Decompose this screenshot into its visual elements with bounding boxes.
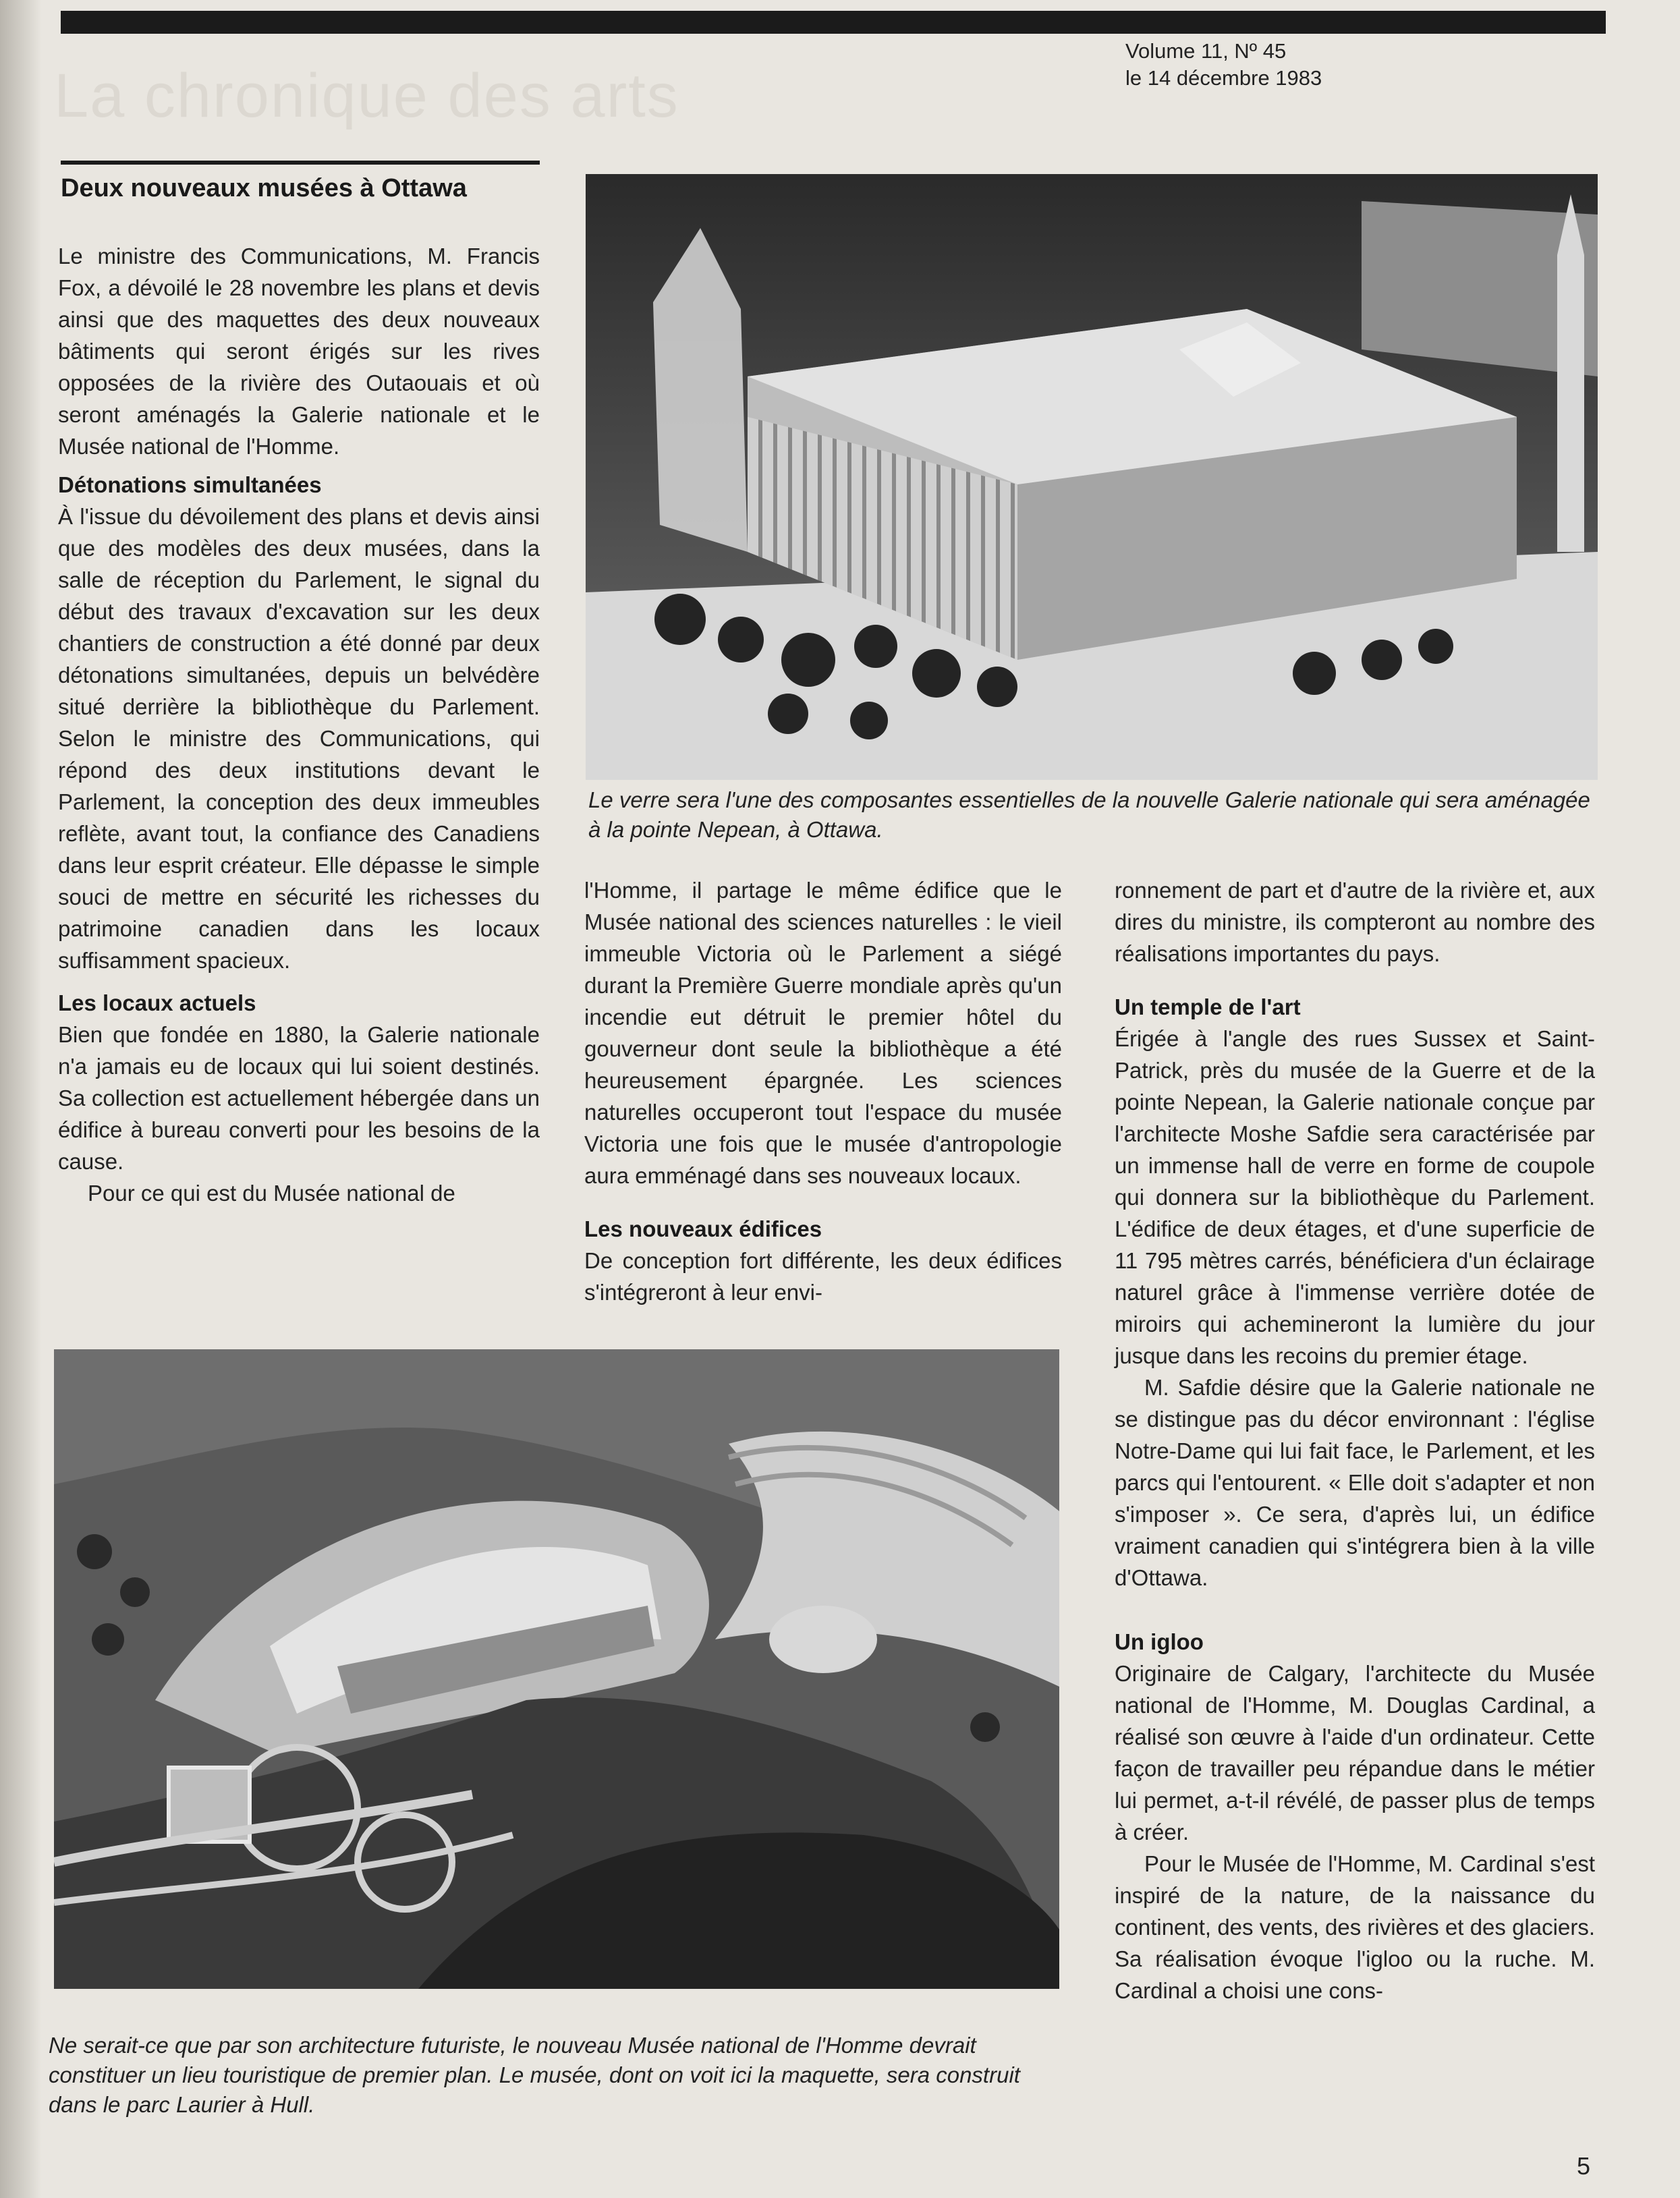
- page-spine-shadow: [0, 0, 42, 2198]
- paragraph-safdie: M. Safdie désire que la Galerie nationale ne se distingue pas du décor environnant : l'église Notre-Dame qui lui fait face, le Parlement, et les parcs qui l'entourent. « Elle doit s'adapter et non s'imposer ». Ce sera, d'après lui, un édifice vraiment canadien qui s'intégrera bien à la ville d'Ottawa.: [1115, 1375, 1595, 1590]
- issue-volume: Volume 11, Nº 45: [1125, 39, 1287, 63]
- masthead: La chronique des arts: [54, 61, 679, 130]
- subhead-locaux: Les locaux actuels: [58, 990, 256, 1015]
- paragraph-homme: l'Homme, il partage le même édifice que le Musée national des sciences naturelles : le vieil immeuble Victoria où le Parlement a siégé durant la Première Guerre mondiale après qu'un incendie eut détruit le premier hôtel du gouverneur dont seule la bibliothèque a été heureusement épargnée. Les sciences naturelles occuperont tout l'espace du musée Victoria une fois que le musée d'antropologie aura emménagé dans ses nouveaux locaux.: [584, 878, 1062, 1188]
- headline-rule: [61, 161, 540, 165]
- paragraph-environnement: ronnement de part et d'autre de la rivière et, aux dires du ministre, ils compteront au nombre des réalisations importantes du pays.: [1115, 878, 1595, 966]
- subhead-edifices: Les nouveaux édifices: [584, 1216, 822, 1241]
- article-column-1: [58, 240, 540, 1209]
- subhead-igloo: Un igloo: [1115, 1629, 1204, 1654]
- paragraph-locaux: Bien que fondée en 1880, la Galerie nationale n'a jamais eu de locaux qui lui soient destinés. Sa collection est actuellement hébergée dans un édifice à bureau converti pour les besoins de la cause.: [58, 1022, 540, 1174]
- paragraph-temple: Érigée à l'angle des rues Sussex et Saint-Patrick, près du musée de la Guerre et de la pointe Nepean, la Galerie nationale conçue par l'architecte Moshe Safdie sera caractérisée par un immense hall de verre en forme de coupole qui donnera sur la bibliothèque du Parlement. L'édifice de deux étages, et d'une superficie de 11 795 mètres carrés, bénéficiera d'un éclairage naturel grâce à l'immense verrière dotée de miroirs qui achemineront la lumière du jour jusque dans les recoins du premier étage.: [1115, 1026, 1595, 1368]
- page-number: 5: [1577, 2152, 1591, 2180]
- paragraph-igloo: Originaire de Calgary, l'architecte du Musée national de l'Homme, M. Douglas Cardinal, a réalisé son œuvre à l'aide d'un ordinateur. Cette façon de travailler peu répandue dans le métier lui permet, a-t-il révélé, de passer plus de temps à créer.: [1115, 1661, 1595, 1844]
- caption-galerie-nationale: Le verre sera l'une des composantes essentielles de la nouvelle Galerie nationale qui sera aménagée à la pointe Nepean, à Ottawa.: [588, 787, 1590, 842]
- subhead-temple: Un temple de l'art: [1115, 994, 1301, 1019]
- paragraph-intro: Le ministre des Communications, M. Francis Fox, a dévoilé le 28 novembre les plans et devis ainsi que des maquettes des deux nouveaux bâtiments qui seront érigés sur les rives opposées de la rivière des Outaouais et où seront aménagés la Galerie nationale et le Musée national de l'Homme.: [58, 244, 540, 459]
- issue-info: [1125, 38, 1322, 92]
- article-column-2: [584, 874, 1062, 1308]
- caption-musee-homme: Ne serait-ce que par son architecture futuriste, le nouveau Musée national de l'Homme devrait constituer un lieu touristique de premier plan. Le musée, dont on voit ici la maquette, sera construit dans le parc Laurier à Hull.: [49, 2033, 1020, 2117]
- paragraph-musee: Pour ce qui est du Musée national de: [88, 1181, 455, 1206]
- subhead-detonations: Détonations simultanées: [58, 472, 322, 497]
- article-headline: Deux nouveaux musées à Ottawa: [61, 174, 467, 202]
- issue-date: le 14 décembre 1983: [1125, 66, 1322, 90]
- photo-galerie-nationale-model: [586, 174, 1598, 780]
- top-rule: [61, 11, 1606, 34]
- photo-musee-homme-model: [54, 1349, 1059, 1989]
- article-column-3: [1115, 874, 1595, 2006]
- paragraph-cardinal: Pour le Musée de l'Homme, M. Cardinal s'est inspiré de la nature, de la naissance du continent, des vents, des rivières et des glaciers. Sa réalisation évoque l'igloo ou la ruche. M. Cardinal a choisi une cons-: [1115, 1851, 1595, 2003]
- paragraph-detonations: À l'issue du dévoilement des plans et devis ainsi que des modèles des deux musées, dans la salle de réception du Parlement, le signal du début des travaux d'excavation sur les deux chantiers de construction a été donné par deux détonations simultanées, depuis un belvédère situé derrière la bibliothèque du Parlement. Selon le ministre des Communications, qui répond des deux institutions devant le Parlement, la conception des deux immeubles reflète, avant tout, la confiance des Canadiens dans leur esprit créateur. Elle dépasse le simple souci de mettre en sécurité les richesses du patrimoine canadien dans les locaux suffisamment spacieux.: [58, 504, 540, 973]
- paragraph-edifices: De conception fort différente, les deux édifices s'intégreront à leur envi-: [584, 1248, 1062, 1305]
